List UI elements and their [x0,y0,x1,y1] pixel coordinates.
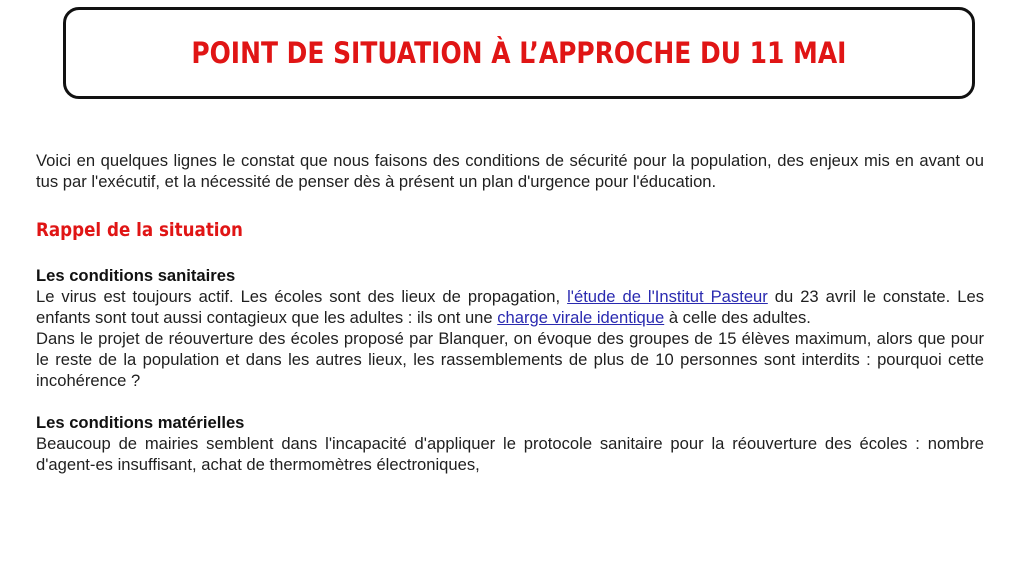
material-heading: Les conditions matérielles [36,413,245,432]
document-body [36,150,984,496]
material-section [36,412,984,475]
sanitary-text-3: à celle des adultes. [664,308,811,327]
sanitary-paragraph-1 [36,286,984,328]
material-paragraph-1: Beaucoup de mairies semblent dans l'incapacité d'appliquer le protocole sanitaire pour la réouverture des écoles : nombre d'agent-es insuffisant, achat de thermomètres électroniques, [36,434,984,474]
sanitary-text-2: du 23 avril le constate. Les enfants sont tout aussi contagieux que les adultes : ils ont une [36,287,984,327]
title-box [63,7,975,99]
document-title: POINT DE SITUATION À L’APPROCHE DU 11 MAI [191,36,847,70]
intro-paragraph: Voici en quelques lignes le constat que nous faisons des conditions de sécurité pour la population, des enjeux mis en avant ou tus par l'exécutif, et la nécessité de penser dès à présent un plan d'urgence pour l'éducation. [36,151,984,191]
sanitary-heading: Les conditions sanitaires [36,266,236,285]
sanitary-text-1: Le virus est toujours actif. Les écoles sont des lieux de propagation, [36,287,568,306]
sanitary-paragraph-2: Dans le projet de réouverture des écoles proposé par Blanquer, on évoque des groupes de 15 élèves maximum, alors que pour le reste de la population et dans les autres lieux, les rassemblements de plus de 10 personnes sont interdits : pourquoi cette incohérence ? [36,329,984,390]
pasteur-study-link[interactable]: l'étude de l'Institut Pasteur [567,287,768,306]
viral-load-link[interactable]: charge virale identique [497,308,665,327]
section-title: Rappel de la situation [36,219,243,241]
sanitary-section [36,265,984,391]
